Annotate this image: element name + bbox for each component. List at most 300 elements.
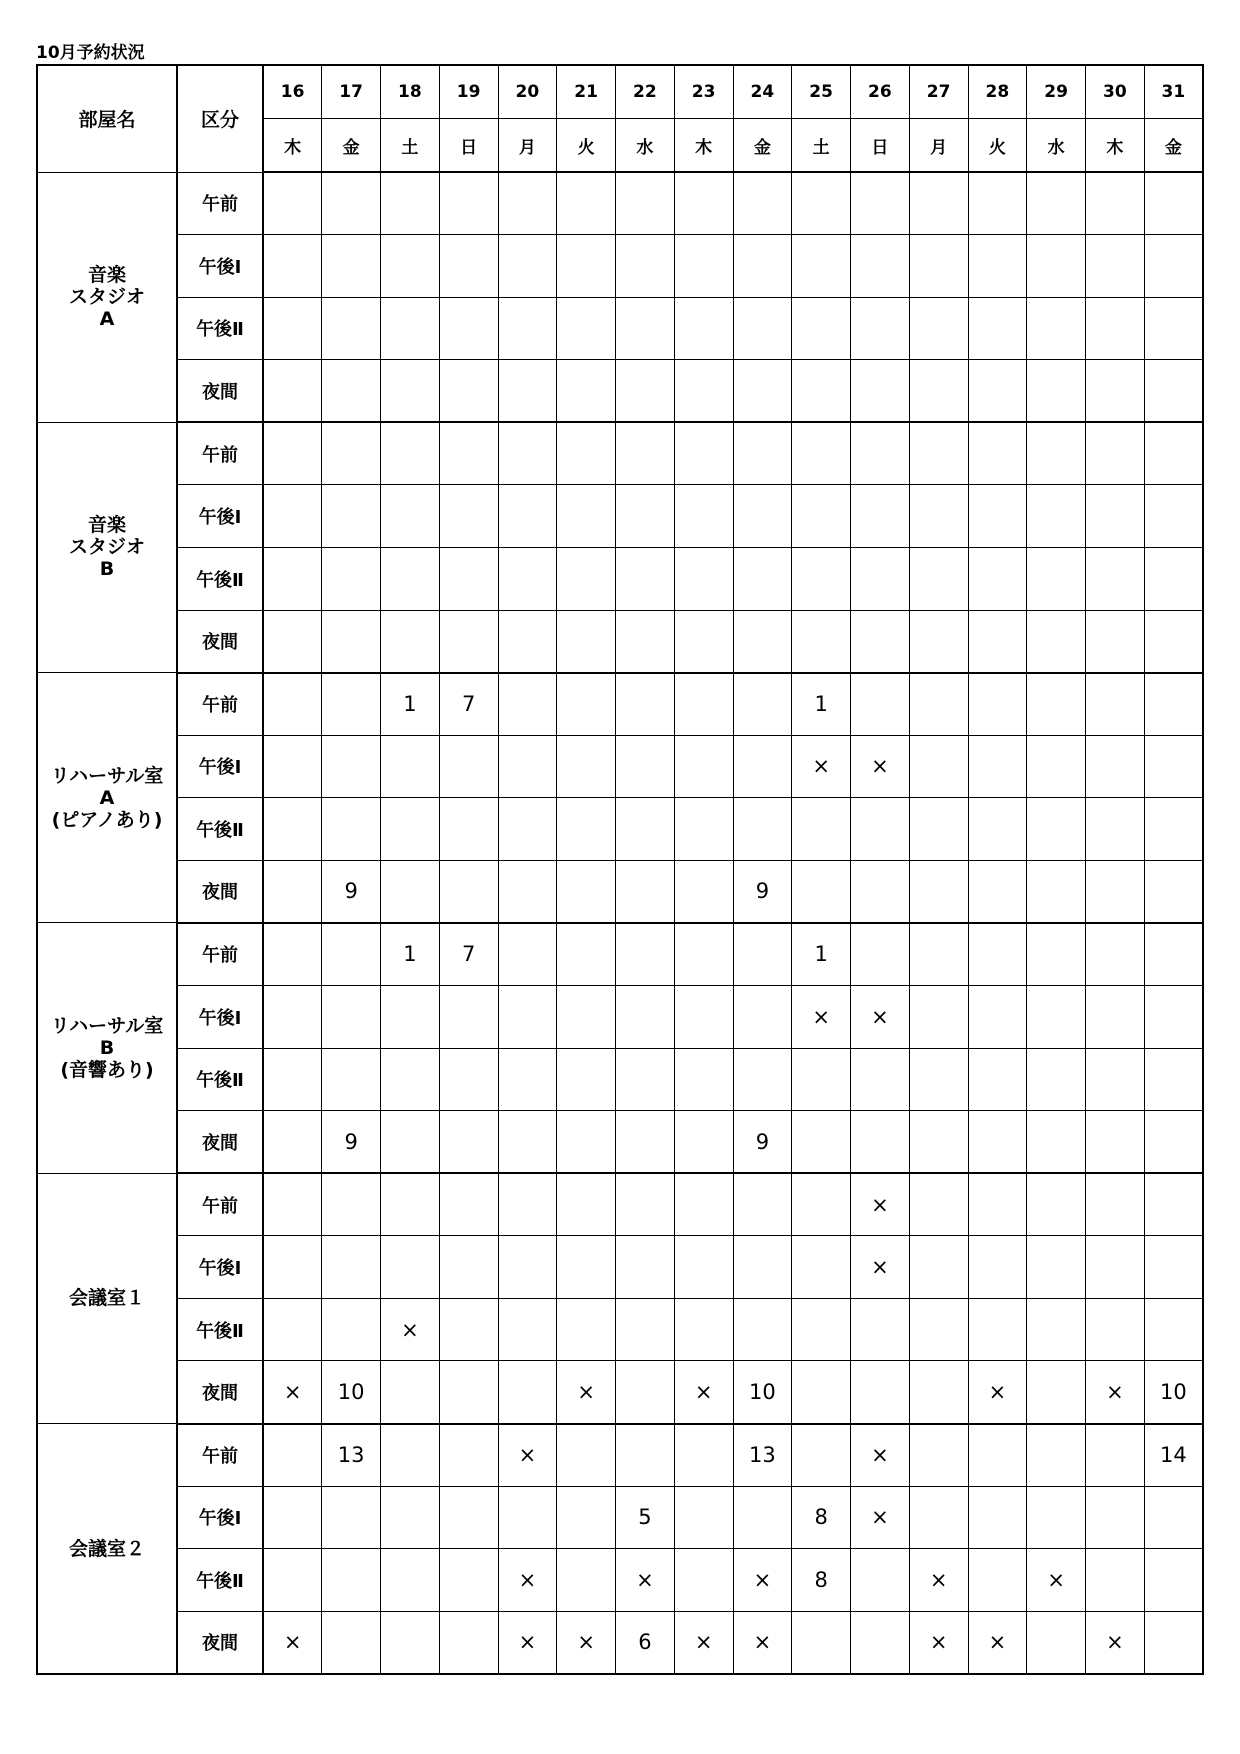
reservation-cell <box>968 735 1027 798</box>
reservation-cell <box>1086 1111 1145 1174</box>
reservation-cell <box>439 422 498 485</box>
reservation-cell <box>381 172 440 235</box>
reservation-cell <box>498 986 557 1049</box>
reservation-cell <box>439 986 498 1049</box>
reservation-cell: × <box>263 1611 322 1674</box>
reservation-cell <box>733 923 792 986</box>
reservation-cell <box>498 297 557 360</box>
reservation-cell <box>792 297 851 360</box>
table-body <box>37 172 1203 1674</box>
reservation-cell <box>557 547 616 610</box>
reservation-cell <box>851 860 910 923</box>
reservation-cell <box>498 547 557 610</box>
reservation-cell <box>1144 1236 1203 1299</box>
reservation-cell <box>557 1424 616 1487</box>
reservation-cell <box>381 360 440 423</box>
reservation-cell <box>674 422 733 485</box>
room-name <box>37 1424 177 1674</box>
reservation-cell <box>1144 860 1203 923</box>
reservation-cell <box>909 1486 968 1549</box>
reservation-cell <box>1086 1298 1145 1361</box>
reservation-cell: × <box>1086 1361 1145 1424</box>
reservation-cell <box>968 1173 1027 1236</box>
reservation-cell <box>733 1236 792 1299</box>
reservation-cell <box>1027 1424 1086 1487</box>
reservation-cell <box>322 986 381 1049</box>
reservation-cell <box>1144 360 1203 423</box>
reservation-cell <box>1027 422 1086 485</box>
reservation-cell <box>616 1236 675 1299</box>
reservation-cell <box>909 1173 968 1236</box>
reservation-cell <box>674 1236 733 1299</box>
reservation-cell <box>968 860 1027 923</box>
table-row <box>37 610 1203 673</box>
slot-label: 午後Ⅱ <box>177 1298 263 1361</box>
reservation-cell <box>616 610 675 673</box>
reservation-cell <box>792 547 851 610</box>
reservation-cell <box>439 610 498 673</box>
reservation-cell <box>439 235 498 298</box>
reservation-cell <box>851 172 910 235</box>
reservation-cell: × <box>733 1611 792 1674</box>
reservation-cell <box>322 923 381 986</box>
reservation-cell: 7 <box>439 673 498 736</box>
reservation-cell <box>792 1361 851 1424</box>
reservation-cell: × <box>851 1486 910 1549</box>
reservation-cell <box>616 1111 675 1174</box>
reservation-cell <box>616 1424 675 1487</box>
reservation-cell <box>1027 235 1086 298</box>
reservation-cell <box>851 673 910 736</box>
reservation-cell: 13 <box>733 1424 792 1487</box>
date-header: 26 <box>851 65 910 119</box>
table-row <box>37 1424 1203 1487</box>
reservation-cell <box>263 485 322 548</box>
weekday-header: 水 <box>1027 119 1086 173</box>
slot-label: 午後Ⅰ <box>177 235 263 298</box>
reservation-cell <box>909 485 968 548</box>
reservation-cell <box>733 1298 792 1361</box>
slot-label: 午後Ⅱ <box>177 798 263 861</box>
room-name-line: リハーサル室 <box>50 1015 164 1038</box>
reservation-cell <box>263 1173 322 1236</box>
reservation-cell <box>322 360 381 423</box>
reservation-cell <box>851 235 910 298</box>
reservation-cell <box>557 798 616 861</box>
reservation-cell <box>381 235 440 298</box>
reservation-cell: × <box>792 735 851 798</box>
reservation-cell: × <box>557 1611 616 1674</box>
reservation-cell <box>851 360 910 423</box>
room-name-line: 会議室２ <box>68 1537 145 1560</box>
reservation-cell <box>263 547 322 610</box>
reservation-cell <box>851 1611 910 1674</box>
reservation-cell <box>1027 1048 1086 1111</box>
reservation-cell <box>1027 547 1086 610</box>
slot-label: 午前 <box>177 1173 263 1236</box>
reservation-cell: 8 <box>792 1486 851 1549</box>
reservation-cell <box>1144 1549 1203 1612</box>
reservation-cell: × <box>1027 1549 1086 1612</box>
reservation-cell <box>439 1048 498 1111</box>
table-row <box>37 485 1203 548</box>
reservation-cell: 10 <box>733 1361 792 1424</box>
reservation-cell <box>557 360 616 423</box>
reservation-cell <box>1027 297 1086 360</box>
reservation-cell <box>1027 798 1086 861</box>
weekday-header: 火 <box>968 119 1027 173</box>
slot-label: 夜間 <box>177 1111 263 1174</box>
reservation-cell <box>909 360 968 423</box>
reservation-cell <box>381 297 440 360</box>
reservation-cell <box>439 1486 498 1549</box>
room-name-line: (音響あり) <box>60 1059 154 1082</box>
table-header <box>37 65 1203 172</box>
reservation-cell: × <box>498 1611 557 1674</box>
reservation-cell <box>322 422 381 485</box>
reservation-cell <box>381 798 440 861</box>
reservation-cell <box>616 1361 675 1424</box>
page-title: 10月予約状況 <box>36 43 145 63</box>
reservation-cell <box>498 673 557 736</box>
room-name <box>37 673 177 923</box>
table-row <box>37 297 1203 360</box>
reservation-cell <box>674 860 733 923</box>
room-name <box>37 172 177 422</box>
reservation-cell: 1 <box>381 673 440 736</box>
reservation-cell <box>263 1486 322 1549</box>
reservation-cell <box>322 1048 381 1111</box>
room-name-line: スタジオ <box>68 536 145 559</box>
reservation-cell <box>322 1236 381 1299</box>
reservation-cell <box>851 297 910 360</box>
reservation-cell <box>498 485 557 548</box>
weekday-header: 火 <box>557 119 616 173</box>
reservation-cell <box>381 1173 440 1236</box>
table-row <box>37 798 1203 861</box>
reservation-cell <box>909 986 968 1049</box>
reservation-cell <box>263 986 322 1049</box>
reservation-cell <box>263 923 322 986</box>
reservation-cell: 10 <box>322 1361 381 1424</box>
weekday-header: 木 <box>263 119 322 173</box>
reservation-cell <box>616 172 675 235</box>
reservation-cell <box>909 860 968 923</box>
reservation-cell <box>792 1611 851 1674</box>
reservation-cell <box>322 610 381 673</box>
reservation-cell <box>851 923 910 986</box>
reservation-cell <box>733 485 792 548</box>
reservation-cell <box>733 986 792 1049</box>
date-header: 25 <box>792 65 851 119</box>
reservation-cell <box>322 235 381 298</box>
reservation-cell: × <box>968 1361 1027 1424</box>
reservation-cell: 9 <box>733 1111 792 1174</box>
reservation-cell: 1 <box>792 923 851 986</box>
slot-label: 午後Ⅰ <box>177 735 263 798</box>
reservation-cell <box>851 1361 910 1424</box>
weekday-header: 土 <box>792 119 851 173</box>
slot-label: 午後Ⅱ <box>177 1549 263 1612</box>
reservation-cell <box>498 1361 557 1424</box>
reservation-cell <box>792 1111 851 1174</box>
reservation-cell <box>263 172 322 235</box>
reservation-cell <box>674 1173 733 1236</box>
reservation-cell <box>439 860 498 923</box>
reservation-cell <box>1144 297 1203 360</box>
reservation-cell <box>616 860 675 923</box>
reservation-cell <box>1027 1361 1086 1424</box>
reservation-cell <box>498 735 557 798</box>
reservation-cell <box>1144 547 1203 610</box>
reservation-cell <box>909 798 968 861</box>
room-name <box>37 1173 177 1423</box>
reservation-cell <box>674 547 733 610</box>
reservation-cell <box>381 547 440 610</box>
reservation-cell <box>674 735 733 798</box>
reservation-cell <box>851 798 910 861</box>
reservation-cell <box>909 1361 968 1424</box>
slot-label: 午前 <box>177 172 263 235</box>
slot-label: 午前 <box>177 673 263 736</box>
reservation-cell <box>851 1549 910 1612</box>
reservation-cell <box>498 235 557 298</box>
reservation-cell <box>909 1236 968 1299</box>
reservation-cell <box>616 1173 675 1236</box>
reservation-cell <box>381 860 440 923</box>
reservation-cell <box>1086 798 1145 861</box>
reservation-cell <box>733 673 792 736</box>
reservation-cell <box>733 1048 792 1111</box>
reservation-cell <box>674 360 733 423</box>
reservation-cell <box>1144 1173 1203 1236</box>
reservation-cell <box>1027 485 1086 548</box>
slot-label: 午前 <box>177 422 263 485</box>
reservation-cell <box>557 860 616 923</box>
reservation-cell <box>381 1486 440 1549</box>
reservation-cell <box>968 1236 1027 1299</box>
reservation-cell: × <box>792 986 851 1049</box>
table-row <box>37 923 1203 986</box>
reservation-cell <box>439 1611 498 1674</box>
reservation-cell <box>263 610 322 673</box>
reservation-cell <box>557 923 616 986</box>
reservation-cell <box>381 1361 440 1424</box>
reservation-cell <box>498 1048 557 1111</box>
reservation-cell <box>263 1236 322 1299</box>
reservation-cell <box>1086 1486 1145 1549</box>
reservation-cell <box>1086 235 1145 298</box>
reservation-cell <box>674 986 733 1049</box>
reservation-cell <box>1086 1236 1145 1299</box>
reservation-cell <box>1144 422 1203 485</box>
slot-label: 午後Ⅰ <box>177 1236 263 1299</box>
reservation-cell <box>322 1486 381 1549</box>
slot-label: 午後Ⅰ <box>177 1486 263 1549</box>
reservation-cell <box>1027 1111 1086 1174</box>
reservation-cell <box>381 735 440 798</box>
reservation-cell <box>1144 1048 1203 1111</box>
reservation-cell <box>792 235 851 298</box>
reservation-cell: 9 <box>322 1111 381 1174</box>
reservation-cell <box>1144 172 1203 235</box>
reservation-cell <box>1086 1173 1145 1236</box>
reservation-cell <box>498 1298 557 1361</box>
reservation-cell <box>381 1236 440 1299</box>
weekday-header: 金 <box>733 119 792 173</box>
slot-label: 夜間 <box>177 1361 263 1424</box>
reservation-cell <box>439 485 498 548</box>
reservation-cell <box>498 610 557 673</box>
reservation-cell <box>733 610 792 673</box>
header-room-name: 部屋名 <box>37 65 177 172</box>
reservation-cell <box>733 297 792 360</box>
reservation-cell <box>616 986 675 1049</box>
slot-label: 午前 <box>177 1424 263 1487</box>
slot-label: 夜間 <box>177 1611 263 1674</box>
date-header: 21 <box>557 65 616 119</box>
reservation-cell <box>674 235 733 298</box>
reservation-cell <box>263 1048 322 1111</box>
room-name-line: 音楽 <box>87 514 126 537</box>
reservation-cell <box>674 297 733 360</box>
reservation-cell <box>1086 673 1145 736</box>
reservation-cell <box>1027 172 1086 235</box>
reservation-cell <box>1027 673 1086 736</box>
reservation-cell <box>557 1486 616 1549</box>
reservation-cell <box>909 297 968 360</box>
reservation-cell <box>1144 923 1203 986</box>
reservation-cell <box>1027 735 1086 798</box>
reservation-cell <box>851 1048 910 1111</box>
table-row <box>37 1048 1203 1111</box>
reservation-cell <box>1027 860 1086 923</box>
reservation-cell <box>792 1048 851 1111</box>
reservation-cell <box>381 422 440 485</box>
reservation-cell <box>322 673 381 736</box>
reservation-cell <box>909 1298 968 1361</box>
reservation-cell <box>968 485 1027 548</box>
reservation-cell <box>322 1298 381 1361</box>
reservation-cell <box>674 1048 733 1111</box>
reservation-cell <box>616 673 675 736</box>
reservation-cell <box>322 485 381 548</box>
reservation-cell <box>439 1298 498 1361</box>
weekday-header: 月 <box>498 119 557 173</box>
reservation-cell <box>557 422 616 485</box>
reservation-table <box>36 64 1204 1675</box>
reservation-cell: × <box>557 1361 616 1424</box>
reservation-cell <box>1086 986 1145 1049</box>
reservation-cell <box>1144 1611 1203 1674</box>
reservation-cell <box>733 172 792 235</box>
reservation-cell <box>381 1111 440 1174</box>
reservation-cell <box>557 1111 616 1174</box>
table-row <box>37 1549 1203 1612</box>
reservation-cell <box>909 1424 968 1487</box>
reservation-cell <box>1086 1424 1145 1487</box>
reservation-cell <box>733 547 792 610</box>
table-row <box>37 1298 1203 1361</box>
reservation-cell <box>968 1298 1027 1361</box>
reservation-cell <box>439 798 498 861</box>
reservation-cell <box>322 547 381 610</box>
reservation-cell <box>1086 735 1145 798</box>
reservation-cell <box>498 798 557 861</box>
weekday-header: 日 <box>851 119 910 173</box>
reservation-cell <box>381 1048 440 1111</box>
date-header: 16 <box>263 65 322 119</box>
reservation-cell <box>792 172 851 235</box>
table-row <box>37 547 1203 610</box>
reservation-cell <box>909 923 968 986</box>
reservation-cell <box>498 1236 557 1299</box>
reservation-cell <box>616 1298 675 1361</box>
table-row <box>37 860 1203 923</box>
reservation-cell <box>674 1549 733 1612</box>
reservation-cell: × <box>851 1236 910 1299</box>
weekday-header: 木 <box>1086 119 1145 173</box>
reservation-cell <box>263 235 322 298</box>
reservation-cell: 9 <box>733 860 792 923</box>
reservation-cell <box>557 673 616 736</box>
date-header: 29 <box>1027 65 1086 119</box>
reservation-cell <box>616 422 675 485</box>
reservation-cell: × <box>851 1173 910 1236</box>
reservation-cell <box>439 1549 498 1612</box>
weekday-header: 土 <box>381 119 440 173</box>
reservation-cell: 8 <box>792 1549 851 1612</box>
reservation-cell <box>557 986 616 1049</box>
weekday-header: 木 <box>674 119 733 173</box>
reservation-cell: 1 <box>381 923 440 986</box>
weekday-header: 金 <box>1144 119 1203 173</box>
room-name-line: リハーサル室 <box>50 764 164 787</box>
room-name-line: 音楽 <box>87 264 126 287</box>
reservation-cell <box>616 547 675 610</box>
reservation-cell <box>322 1549 381 1612</box>
table-row <box>37 1111 1203 1174</box>
reservation-cell <box>792 485 851 548</box>
reservation-cell <box>674 798 733 861</box>
reservation-cell <box>263 1298 322 1361</box>
table-row <box>37 1611 1203 1674</box>
reservation-cell <box>439 1236 498 1299</box>
reservation-cell <box>733 735 792 798</box>
table-row <box>37 422 1203 485</box>
reservation-cell: × <box>733 1549 792 1612</box>
table-row <box>37 235 1203 298</box>
reservation-cell <box>1144 610 1203 673</box>
date-header: 28 <box>968 65 1027 119</box>
reservation-cell <box>968 297 1027 360</box>
reservation-cell <box>439 1173 498 1236</box>
reservation-cell <box>968 798 1027 861</box>
reservation-cell <box>616 235 675 298</box>
table-row <box>37 172 1203 235</box>
reservation-cell <box>674 923 733 986</box>
reservation-cell <box>909 735 968 798</box>
reservation-cell: 9 <box>322 860 381 923</box>
reservation-cell <box>263 673 322 736</box>
reservation-cell <box>792 422 851 485</box>
reservation-cell <box>381 1611 440 1674</box>
reservation-cell <box>616 923 675 986</box>
reservation-cell <box>733 235 792 298</box>
reservation-cell <box>968 986 1027 1049</box>
reservation-cell <box>1144 673 1203 736</box>
reservation-cell <box>909 547 968 610</box>
